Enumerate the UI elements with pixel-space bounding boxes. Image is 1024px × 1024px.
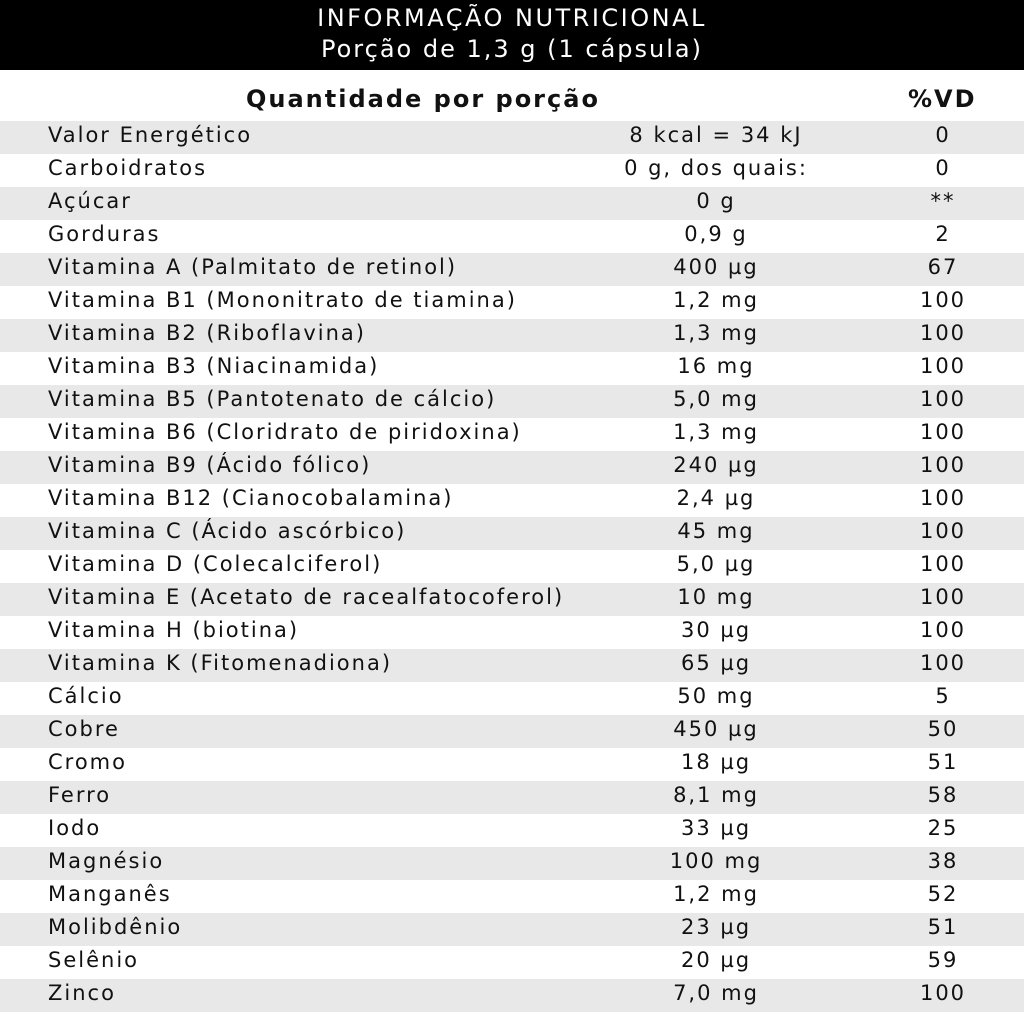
nutrient-amount: 23 µg (680, 915, 752, 939)
table-row (0, 814, 1024, 847)
nutrient-dv: 50 (927, 717, 959, 741)
nutrient-name: Valor Energético (48, 123, 253, 147)
table-row (0, 319, 1024, 352)
table-row (0, 880, 1024, 913)
nutrient-amount: 400 µg (673, 255, 759, 279)
nutrient-name: Vitamina D (Colecalciferol) (48, 552, 383, 576)
nutrient-name: Vitamina H (biotina) (48, 618, 300, 642)
nutrient-dv: 100 (919, 453, 967, 477)
nutrient-name: Vitamina B5 (Pantotenato de cálcio) (48, 387, 497, 411)
table-row (0, 715, 1024, 748)
table-row (0, 748, 1024, 781)
nutrition-table (0, 121, 1024, 1012)
table-row (0, 253, 1024, 286)
nutrient-amount: 8,1 mg (673, 783, 759, 807)
table-row (0, 847, 1024, 880)
table-row (0, 154, 1024, 187)
table-row (0, 979, 1024, 1012)
nutrient-dv: 100 (919, 288, 967, 312)
nutrient-amount: 1,3 mg (673, 321, 759, 345)
nutrient-name: Zinco (48, 981, 116, 1005)
nutrient-dv: 100 (919, 321, 967, 345)
table-row (0, 451, 1024, 484)
table-row (0, 220, 1024, 253)
nutrient-amount: 10 mg (677, 585, 755, 609)
table-row (0, 121, 1024, 154)
nutrient-dv: 51 (927, 915, 959, 939)
nutrient-dv: 100 (919, 354, 967, 378)
nutrient-amount: 100 mg (669, 849, 763, 873)
nutrient-name: Vitamina C (Ácido ascórbico) (48, 519, 407, 543)
nutrient-name: Vitamina E (Acetato de racealfatocoferol) (48, 585, 565, 609)
nutrient-amount: 1,2 mg (673, 288, 759, 312)
nutrient-dv: ** (930, 189, 956, 213)
table-row (0, 781, 1024, 814)
table-row (0, 286, 1024, 319)
nutrient-amount: 7,0 mg (673, 981, 759, 1005)
nutrient-dv: 100 (919, 552, 967, 576)
nutrient-name: Açúcar (48, 189, 132, 213)
table-row (0, 550, 1024, 583)
table-row (0, 583, 1024, 616)
nutrient-name: Ferro (48, 783, 112, 807)
nutrient-dv: 100 (919, 651, 967, 675)
nutrient-dv: 0 (935, 123, 951, 147)
nutrient-name: Vitamina K (Fitomenadiona) (48, 651, 393, 675)
table-row (0, 484, 1024, 517)
table-row (0, 913, 1024, 946)
nutrient-amount: 240 µg (673, 453, 759, 477)
nutrient-amount: 0 g (696, 189, 736, 213)
nutrient-name: Manganês (48, 882, 172, 906)
table-row (0, 385, 1024, 418)
nutrient-amount: 1,2 mg (673, 882, 759, 906)
nutrient-name: Vitamina B1 (Mononitrato de tiamina) (48, 288, 517, 312)
nutrient-amount: 5,0 mg (673, 387, 759, 411)
nutrient-name: Vitamina B2 (Riboflavina) (48, 321, 366, 345)
nutrient-amount: 50 mg (677, 684, 755, 708)
nutrient-dv: 51 (927, 750, 959, 774)
nutrient-name: Carboidratos (48, 156, 208, 180)
nutrient-name: Molibdênio (48, 915, 183, 939)
nutrient-name: Cromo (48, 750, 127, 774)
nutrient-dv: 2 (935, 222, 951, 246)
table-row (0, 187, 1024, 220)
nutrient-dv: 100 (919, 420, 967, 444)
nutrient-amount: 18 µg (680, 750, 752, 774)
nutrient-name: Vitamina B6 (Cloridrato de piridoxina) (48, 420, 522, 444)
nutrient-amount: 0 g, dos quais: (624, 156, 808, 180)
nutrient-name: Selênio (48, 948, 139, 972)
nutrient-amount: 5,0 µg (676, 552, 756, 576)
nutrient-amount: 450 µg (673, 717, 759, 741)
nutrient-dv: 0 (935, 156, 951, 180)
nutrient-dv: 100 (919, 486, 967, 510)
table-row (0, 517, 1024, 550)
nutrient-name: Cobre (48, 717, 120, 741)
table-row (0, 352, 1024, 385)
nutrient-amount: 65 µg (680, 651, 752, 675)
nutrient-name: Vitamina A (Palmitato de retinol) (48, 255, 458, 279)
nutrient-name: Vitamina B12 (Cianocobalamina) (48, 486, 454, 510)
nutrient-name: Iodo (48, 816, 102, 840)
serving-size: Porção de 1,3 g (1 cápsula) (321, 35, 703, 63)
nutrient-amount: 45 mg (677, 519, 755, 543)
table-row (0, 946, 1024, 979)
nutrient-dv: 100 (919, 585, 967, 609)
nutrient-dv: 100 (919, 618, 967, 642)
nutrient-dv: 100 (919, 387, 967, 411)
table-row (0, 616, 1024, 649)
nutrient-name: Cálcio (48, 684, 124, 708)
nutrient-amount: 20 µg (680, 948, 752, 972)
column-header-quantity: Quantidade por porção (246, 85, 600, 113)
page-title: INFORMAÇÃO NUTRICIONAL (317, 4, 707, 32)
nutrient-amount: 8 kcal = 34 kJ (629, 123, 803, 147)
header-bar (0, 0, 1024, 70)
column-header-dv: %VD (908, 85, 977, 113)
nutrient-amount: 30 µg (680, 618, 752, 642)
nutrient-amount: 16 mg (677, 354, 755, 378)
nutrient-dv: 100 (919, 981, 967, 1005)
nutrient-name: Vitamina B9 (Ácido fólico) (48, 453, 372, 477)
nutrient-dv: 38 (927, 849, 959, 873)
nutrient-name: Gorduras (48, 222, 161, 246)
nutrient-amount: 33 µg (680, 816, 752, 840)
nutrient-amount: 1,3 mg (673, 420, 759, 444)
nutrient-name: Magnésio (48, 849, 165, 873)
nutrient-dv: 52 (927, 882, 959, 906)
nutrient-dv: 59 (927, 948, 959, 972)
table-row (0, 418, 1024, 451)
nutrient-dv: 25 (927, 816, 959, 840)
nutrient-amount: 2,4 µg (676, 486, 756, 510)
nutrient-amount: 0,9 g (684, 222, 748, 246)
nutrient-dv: 5 (935, 684, 951, 708)
nutrient-dv: 100 (919, 519, 967, 543)
nutrient-dv: 67 (927, 255, 959, 279)
nutrient-dv: 58 (927, 783, 959, 807)
table-row (0, 682, 1024, 715)
table-row (0, 649, 1024, 682)
nutrient-name: Vitamina B3 (Niacinamida) (48, 354, 380, 378)
